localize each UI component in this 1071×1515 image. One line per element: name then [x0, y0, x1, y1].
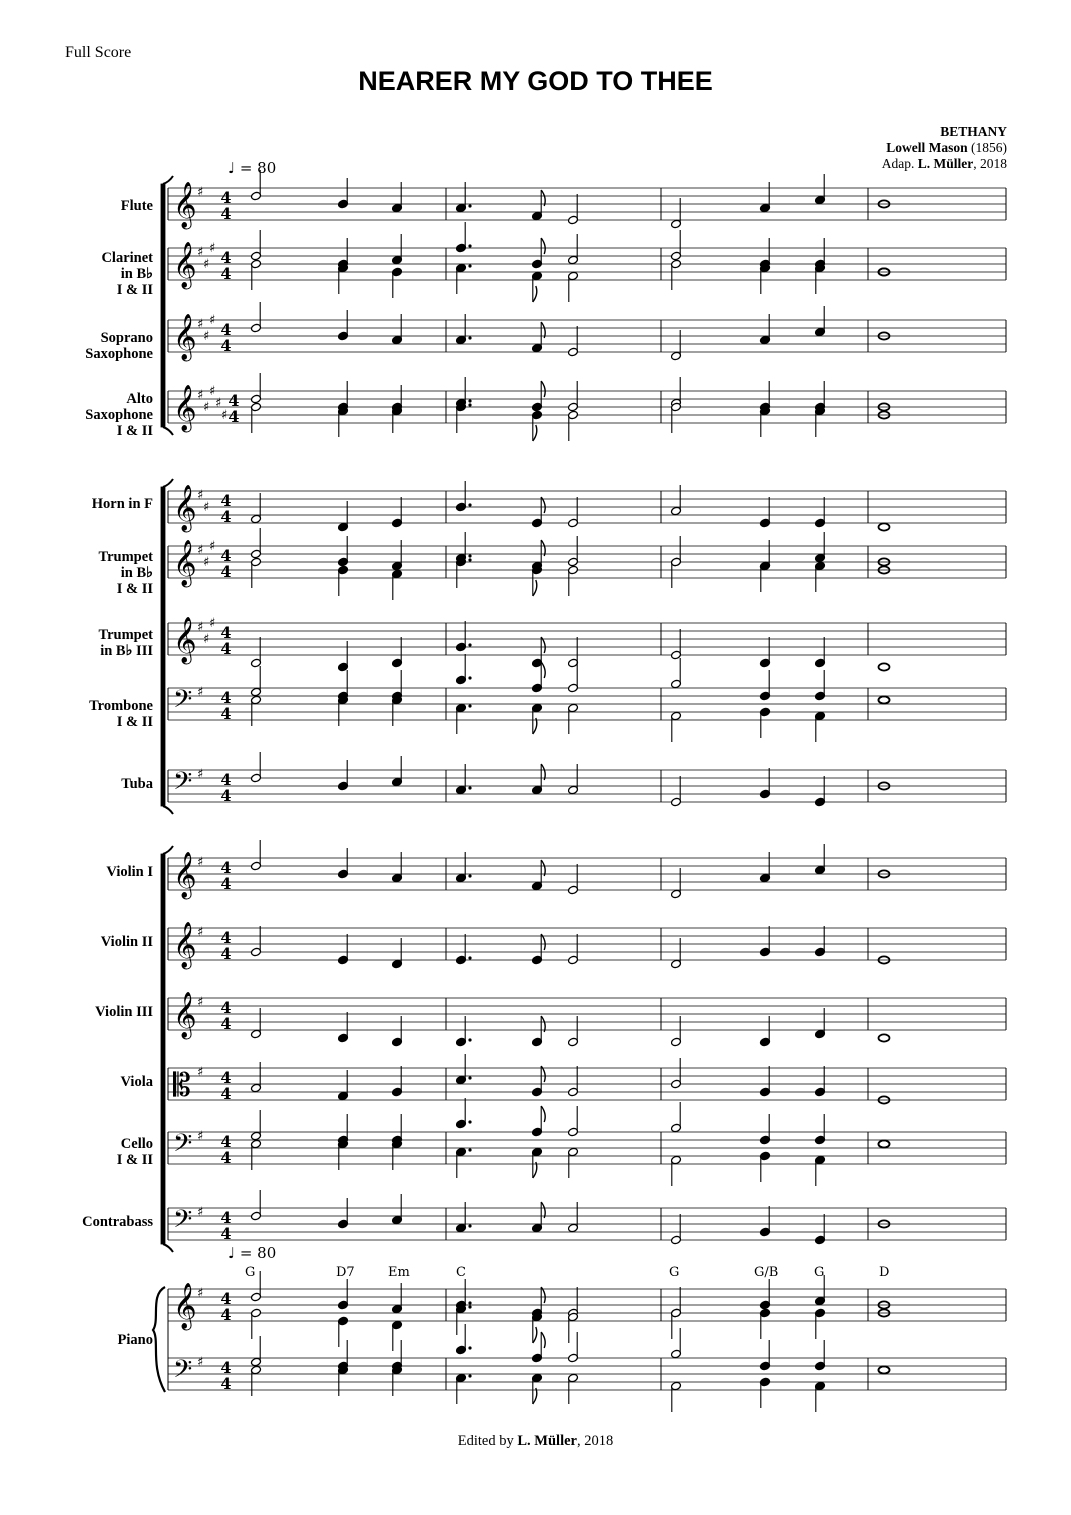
bracket-hook — [163, 1244, 173, 1252]
eighth-flag — [533, 718, 537, 734]
footer-credit — [0, 1433, 1071, 1450]
page-title: NEARER MY GOD TO THEE — [358, 66, 713, 96]
time-signature-top: 4 — [220, 858, 232, 877]
augmentation-dot — [468, 264, 471, 267]
sharp-icon: ♯ — [197, 1205, 204, 1220]
sharp-icon: ♯ — [197, 855, 204, 870]
bracket-hook — [163, 427, 173, 435]
sharp-icon: ♯ — [197, 685, 204, 700]
sharp-icon: ♯ — [197, 488, 204, 503]
clef-icon: 𝄞 — [173, 540, 197, 586]
sharp-icon: ♯ — [209, 313, 216, 328]
instrument-label-trumpet-1-2: Trumpet in B♭ I & II — [98, 549, 153, 597]
time-signature-bottom: 4 — [220, 1374, 232, 1393]
eighth-flag — [541, 381, 545, 397]
time-signature-top: 4 — [220, 248, 232, 267]
clef-icon: 𝄞 — [173, 922, 197, 968]
augmentation-dot — [468, 558, 471, 561]
time-signature-top: 4 — [220, 998, 232, 1017]
footer-prefix: Edited by — [457, 1433, 514, 1449]
tune-name: BETHANY — [940, 124, 1007, 139]
composer-name: Lowell Mason — [886, 140, 968, 155]
time-signature-bottom: 4 — [220, 1224, 232, 1243]
clef-icon: 𝄞 — [173, 242, 197, 288]
sharp-icon: ♯ — [209, 539, 216, 554]
sharp-icon: ♯ — [197, 1065, 204, 1080]
sharp-icon: ♯ — [203, 257, 210, 272]
instrument-label-violin-3: Violin III — [95, 1004, 153, 1020]
augmentation-dot — [468, 1374, 471, 1377]
eighth-flag — [541, 238, 545, 254]
time-signature-top: 4 — [220, 1208, 232, 1227]
eighth-flag — [533, 1327, 537, 1343]
instrument-label-cello: Cello I & II — [116, 1136, 153, 1168]
bracket-hook — [163, 479, 173, 487]
time-signature-bottom: 4 — [220, 336, 232, 355]
clef-icon: 𝄢 — [173, 1355, 193, 1390]
bracket-hook — [163, 176, 173, 184]
chord-symbol: G — [814, 1265, 825, 1280]
clef-icon: 𝄢 — [173, 1129, 193, 1164]
time-signature-top: 4 — [220, 1358, 232, 1377]
time-signature-top: 4 — [220, 928, 232, 947]
clef-icon: 𝄞 — [173, 617, 197, 663]
clef-icon: 𝄞 — [173, 1283, 197, 1329]
chord-symbol: Em — [388, 1265, 410, 1280]
group-bracket — [161, 487, 165, 806]
augmentation-dot — [468, 399, 471, 402]
time-signature-top: 4 — [220, 1068, 232, 1087]
time-signature-bottom: 4 — [228, 407, 240, 426]
clef-icon: 𝄞 — [173, 314, 197, 360]
chord-symbol: G — [669, 1265, 680, 1280]
composer-year: (1856) — [971, 140, 1007, 155]
sharp-icon: ♯ — [209, 616, 216, 631]
instrument-label-alto-sax: Alto Saxophone I & II — [85, 391, 153, 439]
time-signature-top: 4 — [220, 623, 232, 642]
whole-note — [879, 1034, 890, 1041]
time-signature-top: 4 — [220, 188, 232, 207]
time-signature-bottom: 4 — [220, 944, 232, 963]
instrument-label-violin-2: Violin II — [100, 934, 153, 950]
eighth-flag — [533, 425, 537, 441]
instrument-label-flute: Flute — [120, 198, 153, 214]
time-signature-bottom: 4 — [220, 1014, 232, 1033]
eighth-flag — [541, 662, 545, 678]
time-signature-bottom: 4 — [220, 639, 232, 658]
augmentation-dot — [468, 1038, 471, 1041]
whole-note — [879, 1140, 890, 1147]
clef-icon: 𝄢 — [173, 767, 193, 802]
sharp-icon: ♯ — [197, 543, 204, 558]
augmentation-dot — [468, 1120, 471, 1123]
clef-icon: 𝄞 — [173, 485, 197, 531]
tempo-marking-top: ♩ = 80 — [228, 159, 277, 177]
time-signature-top: 4 — [220, 491, 232, 510]
sharp-icon: ♯ — [197, 317, 204, 332]
tempo-marking-piano: ♩ = 80 — [228, 1244, 277, 1262]
instrument-label-piano: Piano — [117, 1332, 153, 1348]
footer-year: , 2018 — [576, 1433, 614, 1449]
instrument-label-soprano-sax: Soprano Saxophone — [85, 330, 153, 362]
augmentation-dot — [468, 244, 471, 247]
augmentation-dot — [468, 704, 471, 707]
eighth-flag — [541, 637, 545, 653]
chord-symbol: G/B — [754, 1265, 779, 1280]
sharp-icon: ♯ — [209, 241, 216, 256]
eighth-flag — [541, 934, 545, 950]
instrument-label-trumpet-3: Trumpet in B♭ III — [98, 627, 153, 659]
augmentation-dot — [468, 1224, 471, 1227]
sharp-icon: ♯ — [215, 396, 222, 411]
clef-icon: 𝄢 — [173, 685, 193, 720]
time-signature-top: 4 — [220, 1132, 232, 1151]
whole-note — [879, 696, 890, 703]
chord-symbol: G — [245, 1265, 256, 1280]
sharp-icon: ♯ — [197, 1129, 204, 1144]
augmentation-dot — [468, 204, 471, 207]
augmentation-dot — [468, 676, 471, 679]
augmentation-dot — [468, 503, 471, 506]
time-signature-bottom: 4 — [220, 264, 232, 283]
adapter-name: L. Müller — [917, 156, 974, 171]
eighth-flag — [533, 286, 537, 302]
chord-symbol: D — [879, 1265, 890, 1280]
sharp-icon: ♯ — [203, 500, 210, 515]
time-signature-top: 4 — [220, 320, 232, 339]
group-bracket — [161, 184, 165, 427]
augmentation-dot — [468, 403, 471, 406]
clef-icon: 𝄞 — [173, 182, 197, 228]
eighth-flag — [533, 580, 537, 596]
piano-brace — [153, 1287, 165, 1392]
sharp-icon: ♯ — [203, 329, 210, 344]
augmentation-dot — [468, 1301, 471, 1304]
time-signature-top: 4 — [220, 770, 232, 789]
time-signature-top: 4 — [228, 391, 240, 410]
time-signature-bottom: 4 — [220, 704, 232, 723]
instrument-label-horn: Horn in F — [91, 496, 153, 512]
clef-icon: 𝄞 — [173, 385, 197, 431]
clef-icon: 𝄞 — [173, 852, 197, 898]
augmentation-dot — [468, 1076, 471, 1079]
bracket-hook — [163, 846, 173, 854]
instrument-label-tuba: Tuba — [121, 776, 153, 792]
whole-note — [879, 523, 890, 530]
clef-icon: 𝄢 — [173, 1205, 193, 1240]
chord-symbol: C — [456, 1265, 466, 1280]
augmentation-dot — [468, 1305, 471, 1308]
adapter-prefix: Adap. — [881, 156, 915, 171]
time-signature-bottom: 4 — [220, 562, 232, 581]
score-type-label: Full Score — [65, 44, 132, 61]
time-signature-bottom: 4 — [220, 1084, 232, 1103]
adapter-year: , 2018 — [973, 156, 1007, 171]
augmentation-dot — [468, 786, 471, 789]
time-signature-bottom: 4 — [220, 874, 232, 893]
whole-note — [879, 663, 890, 670]
eighth-flag — [541, 1332, 545, 1348]
time-signature-bottom: 4 — [220, 507, 232, 526]
augmentation-dot — [468, 554, 471, 557]
bracket-hook — [163, 806, 173, 814]
sharp-icon: ♯ — [197, 245, 204, 260]
clef-icon: 𝄞 — [173, 992, 197, 1038]
augmentation-dot — [468, 874, 471, 877]
time-signature-top: 4 — [220, 1289, 232, 1308]
time-signature-top: 4 — [220, 546, 232, 565]
sharp-icon: ♯ — [203, 632, 210, 647]
eighth-flag — [541, 1106, 545, 1122]
footer-name: L. Müller — [517, 1433, 577, 1449]
group-bracket — [161, 854, 165, 1244]
time-signature-top: 4 — [220, 688, 232, 707]
sharp-icon: ♯ — [197, 767, 204, 782]
sharp-icon: ♯ — [197, 388, 204, 403]
instrument-label-trombone: Trombone I & II — [89, 698, 153, 730]
time-signature-bottom: 4 — [220, 1305, 232, 1324]
augmentation-dot — [468, 956, 471, 959]
augmentation-dot — [468, 643, 471, 646]
sharp-icon: ♯ — [209, 384, 216, 399]
clef-icon: 𝄡 — [173, 1066, 191, 1104]
instrument-label-contrabass: Contrabass — [82, 1214, 153, 1230]
augmentation-dot — [468, 1148, 471, 1151]
sharp-icon: ♯ — [197, 995, 204, 1010]
sharp-icon: ♯ — [197, 1355, 204, 1370]
whole-note — [879, 1366, 890, 1373]
sharp-icon: ♯ — [221, 408, 228, 423]
chord-symbol: D7 — [336, 1265, 355, 1280]
instrument-label-clarinet: Clarinet in B♭ I & II — [101, 250, 153, 298]
instrument-label-viola: Viola — [120, 1074, 153, 1090]
time-signature-bottom: 4 — [220, 204, 232, 223]
sharp-icon: ♯ — [197, 620, 204, 635]
augmentation-dot — [468, 336, 471, 339]
sharp-icon: ♯ — [203, 400, 210, 415]
sharp-icon: ♯ — [197, 925, 204, 940]
sharp-icon: ♯ — [203, 555, 210, 570]
sharp-icon: ♯ — [197, 1286, 204, 1301]
sharp-icon: ♯ — [197, 185, 204, 200]
time-signature-bottom: 4 — [220, 786, 232, 805]
time-signature-bottom: 4 — [220, 1148, 232, 1167]
instrument-label-violin-1: Violin I — [106, 864, 153, 880]
augmentation-dot — [468, 1346, 471, 1349]
